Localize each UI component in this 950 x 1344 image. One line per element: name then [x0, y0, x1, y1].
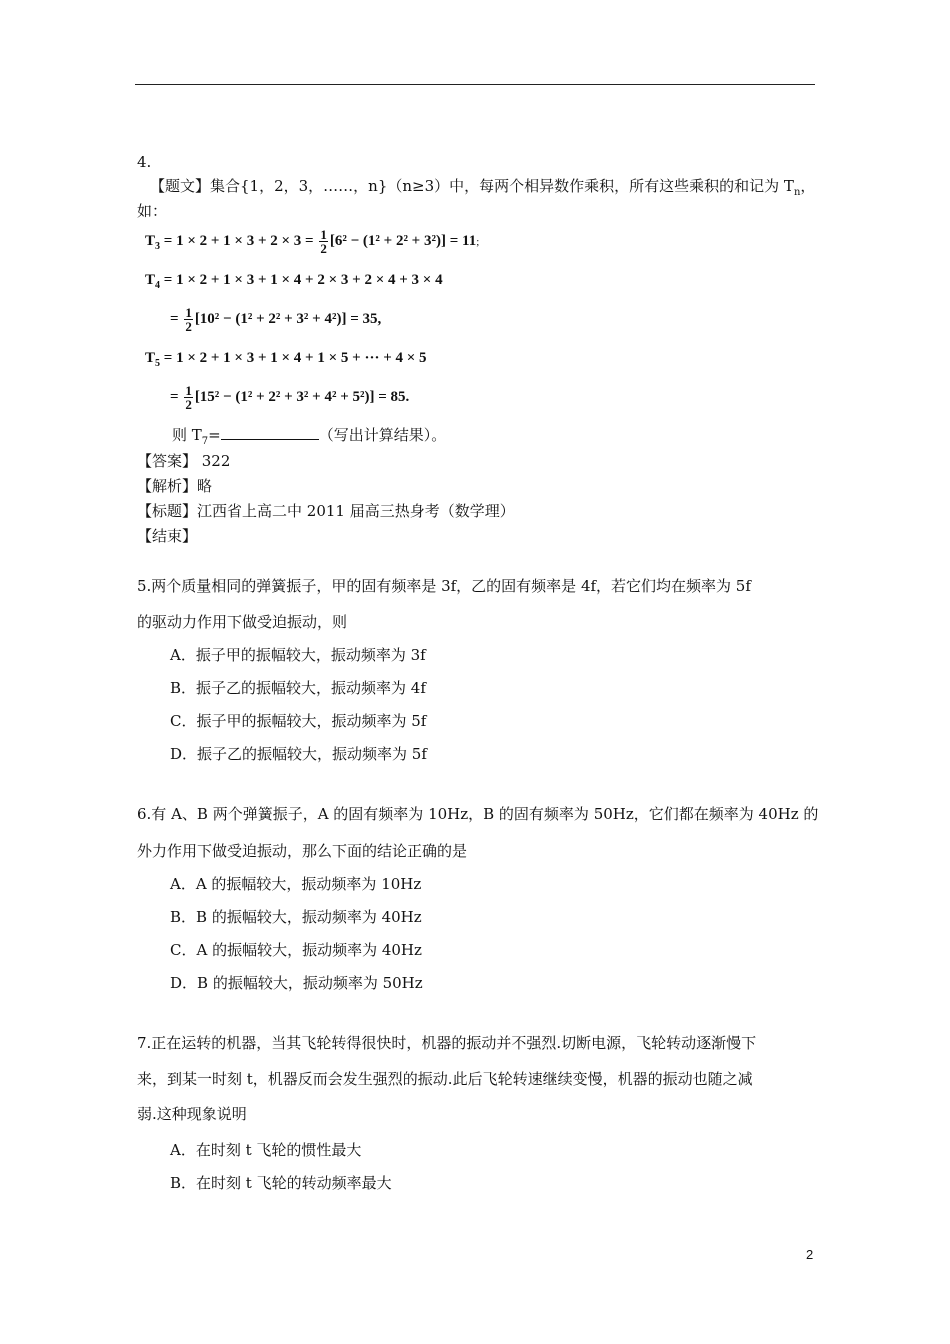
equation-t4-result: = $\frac{1}{2}$ [10² − (1² + 2² + 3² + 4²)] = 35,	[170, 305, 382, 334]
question-7-option-b: B．在时刻 t 飞轮的转动频率最大	[170, 1174, 392, 1192]
question-6-stem-line2: 外力作用下做受迫振动，那么下面的结论正确的是	[137, 842, 468, 860]
analysis-line: 【解析】略	[137, 477, 213, 495]
header-rule	[135, 84, 815, 85]
question-7-stem-line1: 7.正在运转的机器，当其飞轮转得很快时，机器的振动并不强烈.切断电源，飞轮转动逐渐慢下	[137, 1034, 757, 1052]
question-5-option-d: D．振子乙的振幅较大，振动频率为 5f	[170, 745, 427, 763]
equation-t5: $T_5 = 1 \times 2 + 1 \times 3 + 1 \times 4 + 1 \times 5$ + ··· + 4 × 5	[145, 350, 427, 369]
question-6-stem-line1: 6.有 A、B 两个弹簧振子，A 的固有频率为 10Hz，B 的固有频率为 50Hz，它们都在频率为 40Hz 的	[137, 805, 819, 823]
equation-t4: $T_4 = 1 \times 2 + 1 \times 3 + 1 \times 4 + 2 \times 3 + 2 \times 4 + 3 \times 4$	[145, 272, 443, 291]
question-4-number: 4.	[137, 153, 152, 171]
fraction-one-half: $\frac{1}{2}$	[185, 305, 192, 334]
equation-t5-result: = $\frac{1}{2}$ [15² − (1² + 2² + 3² + 4² + 5²)] = 85.	[170, 383, 410, 412]
answer-blank	[221, 425, 319, 440]
question-5-stem-line2: 的驱动力作用下做受迫振动，则	[137, 613, 348, 631]
source-title-line: 【标题】江西省上高二中 2011 届高三热身考（数学理）	[137, 502, 515, 520]
question-7-stem-line3: 弱.这种现象说明	[137, 1105, 247, 1123]
page-number: 2	[806, 1247, 814, 1262]
question-6-option-d: D．B 的振幅较大，振动频率为 50Hz	[170, 974, 423, 992]
question-6-option-b: B．B 的振幅较大，振动频率为 40Hz	[170, 908, 422, 926]
end-marker: 【结束】	[137, 527, 198, 545]
answer-line: 【答案】 322	[137, 452, 231, 470]
fraction-one-half: $\frac{1}{2}$	[320, 227, 327, 256]
question-5-stem-line1: 5.两个质量相同的弹簧振子，甲的固有频率是 3f，乙的固有频率是 4f，若它们均在频率为 5f	[137, 577, 751, 595]
question-7-stem-line2: 来，到某一时刻 t，机器反而会发生强烈的振动.此后飞轮转速继续变慢，机器的振动也随之减	[137, 1070, 753, 1088]
question-5-option-b: B．振子乙的振幅较大，振动频率为 4f	[170, 679, 426, 697]
question-6-option-c: C．A 的振幅较大，振动频率为 40Hz	[170, 941, 422, 959]
question-6-option-a: A．A 的振幅较大，振动频率为 10Hz	[170, 875, 422, 893]
question-4-stem-line2: 如：	[137, 202, 168, 220]
fraction-one-half: $\frac{1}{2}$	[185, 383, 192, 412]
question-7-option-a: A．在时刻 t 飞轮的惯性最大	[170, 1141, 362, 1159]
question-4-ask: 则 $T_7=$ （写出计算结果）。	[172, 426, 447, 447]
question-5-option-a: A．振子甲的振幅较大，振动频率为 3f	[170, 646, 426, 664]
question-5-option-c: C．振子甲的振幅较大，振动频率为 5f	[170, 712, 427, 730]
question-4-stem-line1: 【题文】集合{1，2，3，……，n}（n≥3）中，每两个相异数作乘积，所有这些乘积的和记为 $T_n$，	[150, 177, 816, 198]
equation-t3: $T_3 = 1 \times 2 + 1 \times 3 + 2 \times 3$ = $\frac{1}{2}$ [6² − (1² + 2² + 3²)] = 11;	[145, 227, 480, 256]
